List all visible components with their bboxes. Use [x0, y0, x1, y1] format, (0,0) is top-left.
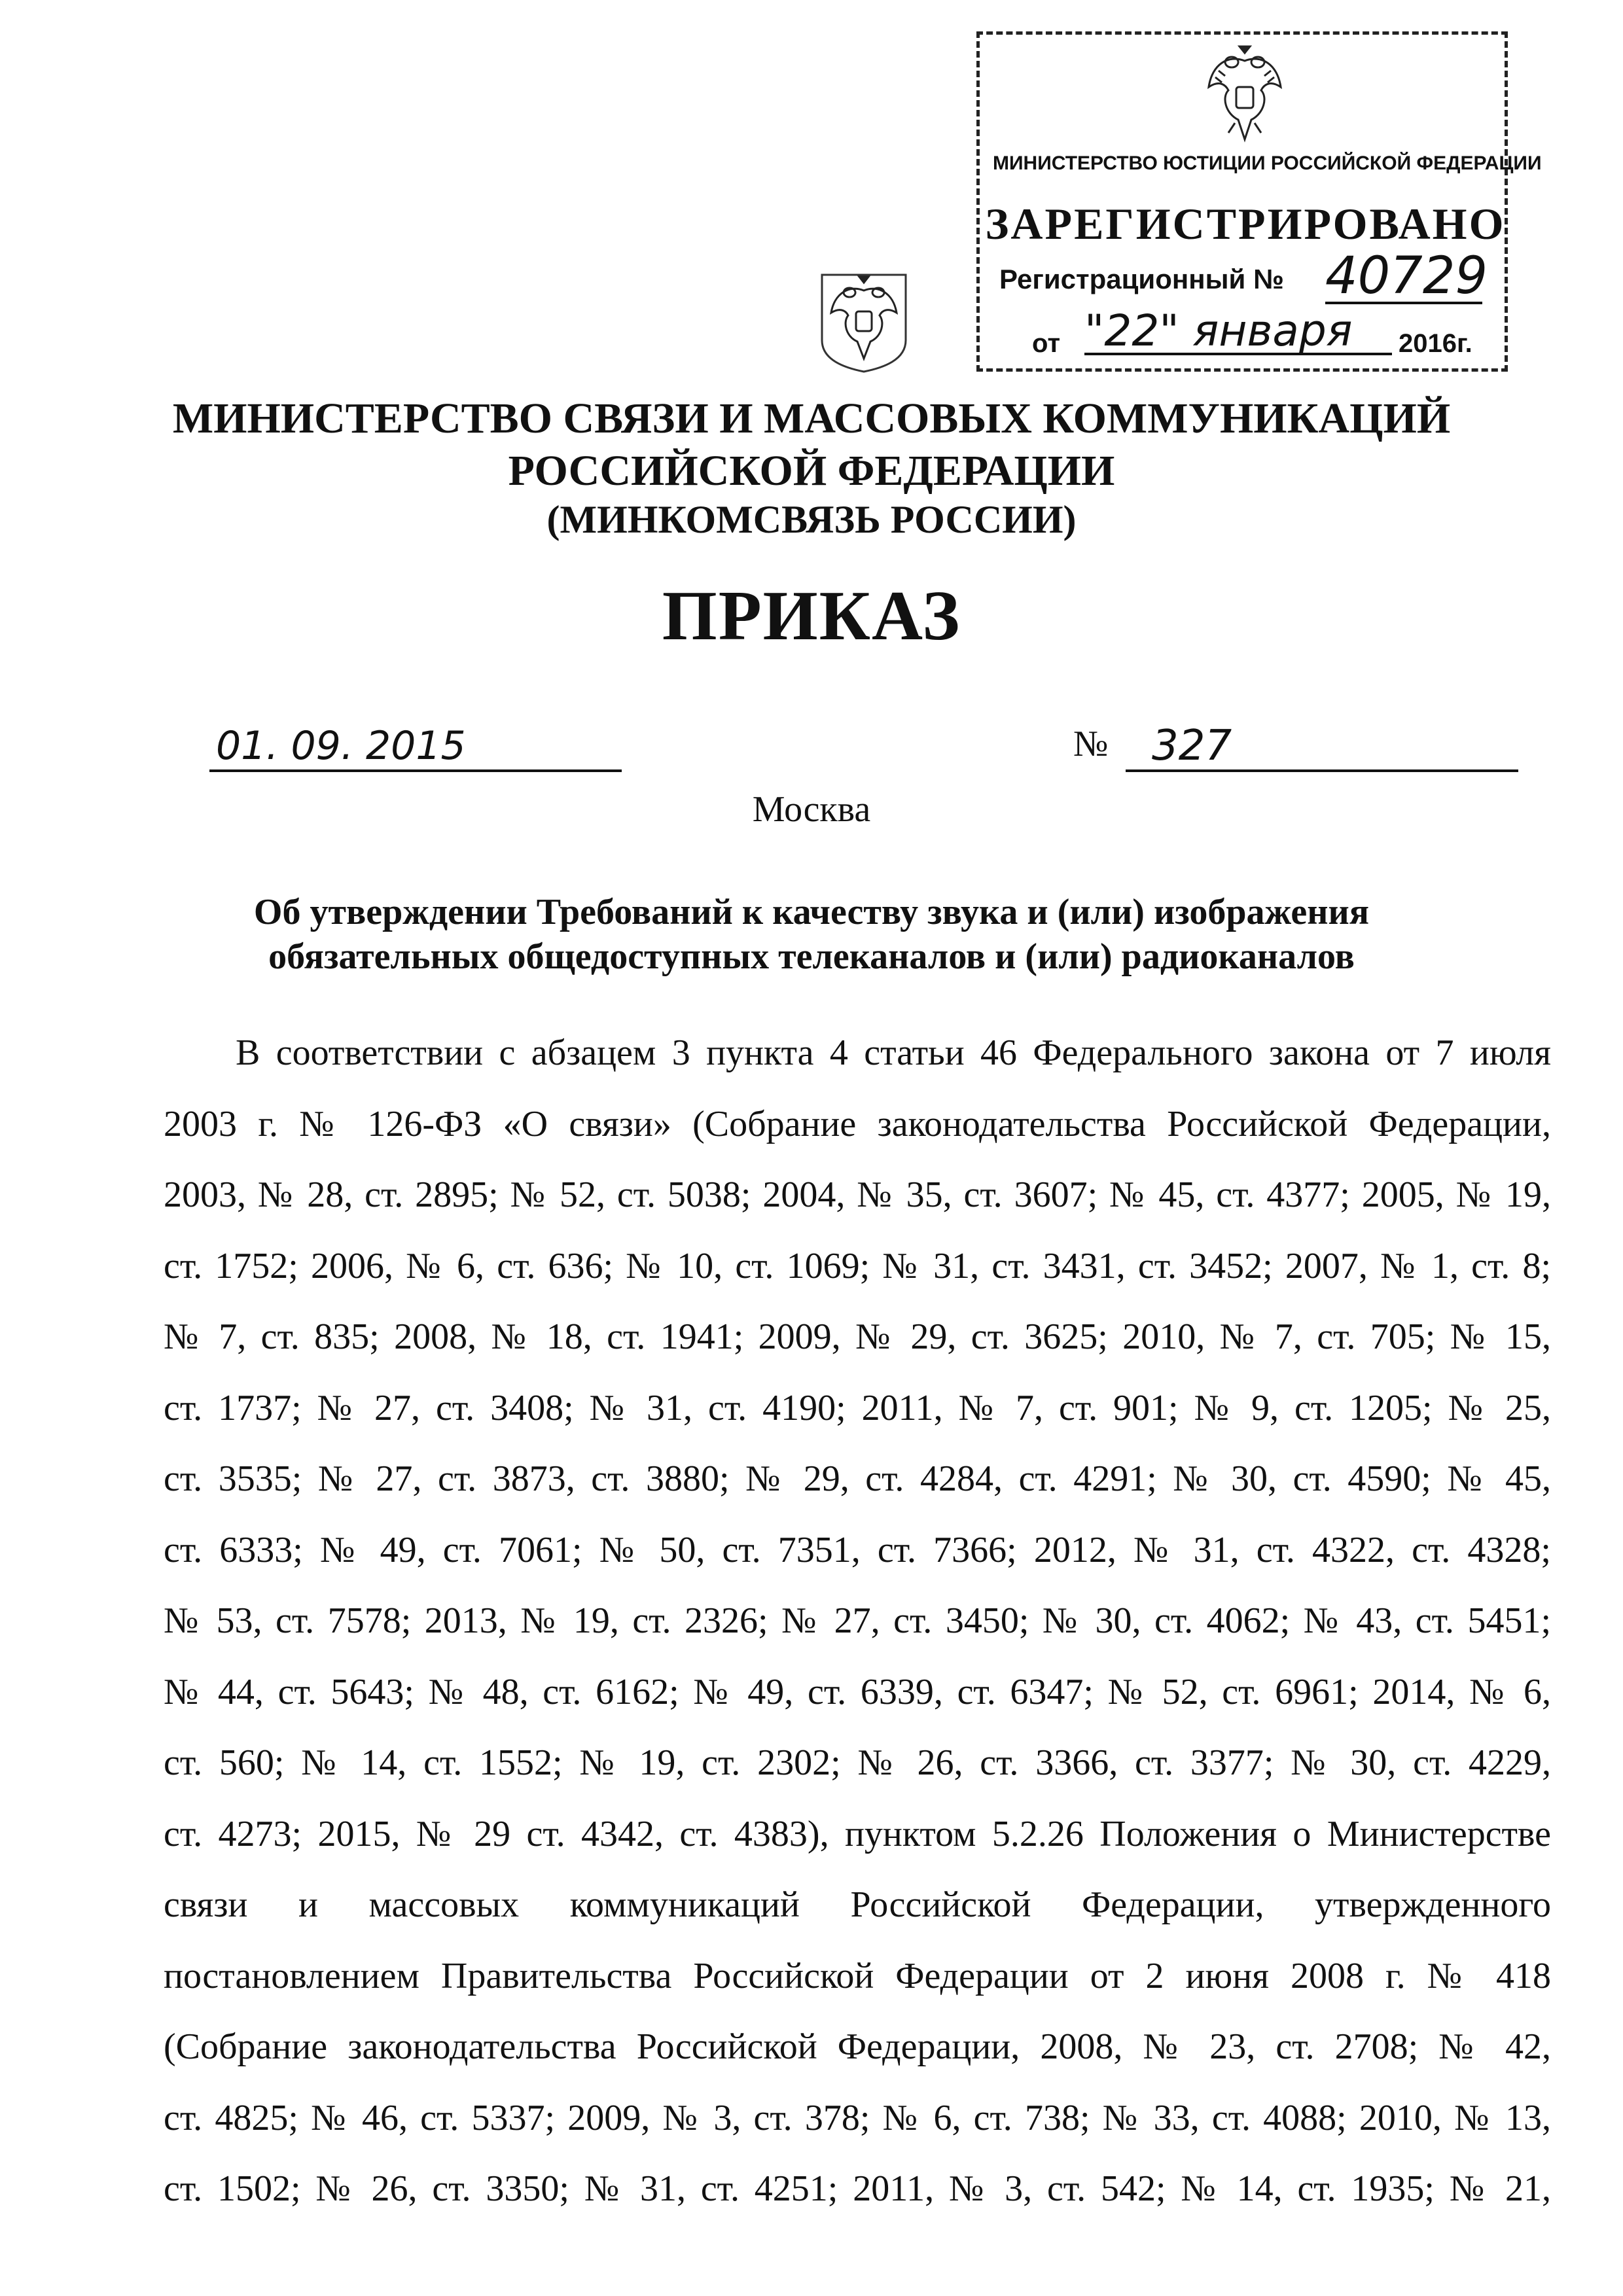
body-line: № 7, ст. 835; 2008, № 18, ст. 1941; 2009, № 29, ст. 3625; 2010, № 7, ст. 705; № 15, — [164, 1316, 1551, 1357]
ministry-short-name: (МИНКОМСВЯЗЬ РОССИИ) — [546, 498, 1077, 541]
body-line: В соответствии с абзацем 3 пункта 4 статьи 46 Федерального закона от 7 июля — [236, 1033, 1551, 1073]
stamp-status: ЗАРЕГИСТРИРОВАНО — [985, 199, 1506, 249]
ministry-name-line2: РОССИЙСКОЙ ФЕДЕРАЦИИ — [508, 447, 1115, 495]
coat-of-arms-icon — [818, 268, 910, 373]
stamp-ministry-name: МИНИСТЕРСТВО ЮСТИЦИИ РОССИЙСКОЙ ФЕДЕРАЦИИ — [993, 152, 1542, 174]
body-line: ст. 1502; № 26, ст. 3350; № 31, ст. 4251; 2011, № 3, ст. 542; № 14, ст. 1935; № 21, — [164, 2168, 1551, 2209]
ministry-name — [0, 393, 1623, 497]
body-line: (Собрание законодательства Российской Федерации, 2008, № 23, ст. 2708; № 42, — [164, 2026, 1551, 2067]
body-line: ст. 4273; 2015, № 29 ст. 4342, ст. 4383), пунктом 5.2.26 Положения о Министерстве — [164, 1813, 1551, 1854]
order-number: 327 — [1126, 720, 1518, 772]
body-line: № 53, ст. 7578; 2013, № 19, ст. 2326; № 27, ст. 3450; № 30, ст. 4062; № 43, ст. 5451; — [164, 1600, 1551, 1641]
body-line: ст. 1737; № 27, ст. 3408; № 31, ст. 4190; 2011, № 7, ст. 901; № 9, ст. 1205; № 25, — [164, 1387, 1551, 1428]
body-line: ст. 3535; № 27, ст. 3873, ст. 3880; № 29, ст. 4284, ст. 4291; № 30, ст. 4590; № 45, — [164, 1458, 1551, 1499]
body-line: 2003, № 28, ст. 2895; № 52, ст. 5038; 2004, № 35, ст. 3607; № 45, ст. 4377; 2005, № 19, — [164, 1174, 1551, 1215]
stamp-date-handwritten: "22" января — [1084, 309, 1392, 355]
body-line: ст. 4825; № 46, ст. 5337; 2009, № 3, ст. 378; № 6, ст. 738; № 33, ст. 4088; 2010, № 13, — [164, 2097, 1551, 2138]
stamp-date-year: 2016г. — [1399, 329, 1472, 358]
order-city: Москва — [752, 789, 871, 830]
ministry-name-line1: МИНИСТЕРСТВО СВЯЗИ И МАССОВЫХ КОММУНИКАЦИЙ — [172, 395, 1451, 442]
stamp-date-prefix: от — [1032, 329, 1061, 358]
body-line: постановлением Правительства Российской Федерации от 2 июня 2008 г. № 418 — [164, 1955, 1551, 1996]
body-line: ст. 560; № 14, ст. 1552; № 19, ст. 2302; № 26, ст. 3366, ст. 3377; № 30, ст. 4229, — [164, 1742, 1551, 1783]
registration-stamp — [976, 31, 1542, 372]
order-number-label: № — [1073, 724, 1109, 764]
stamp-reg-label: Регистрационный № — [999, 264, 1284, 294]
coat-of-arms-icon — [1202, 41, 1287, 146]
order-date: 01. 09. 2015 — [209, 720, 622, 772]
body-line: связи и массовых коммуникаций Российской Федерации, утвержденного — [164, 1884, 1551, 1925]
stamp-reg-number: 40729 — [1325, 247, 1488, 306]
document-type: ПРИКАЗ — [662, 577, 961, 655]
body-line: 2003 г. № 126-ФЗ «О связи» (Собрание законодательства Российской Федерации, — [164, 1103, 1551, 1144]
subject-line2: обязательных общедоступных телеканалов и (или) радиоканалов — [268, 936, 1355, 977]
order-subject — [0, 890, 1623, 979]
body-line: № 44, ст. 5643; № 48, ст. 6162; № 49, ст. 6339, ст. 6347; № 52, ст. 6961; 2014, № 6, — [164, 1671, 1551, 1712]
body-paragraph — [164, 1017, 1551, 2225]
subject-line1: Об утверждении Требований к качеству звука и (или) изображения — [253, 892, 1370, 932]
body-line: ст. 1752; 2006, № 6, ст. 636; № 10, ст. 1069; № 31, ст. 3431, ст. 3452; 2007, № 1, ст. 8; — [164, 1245, 1551, 1286]
body-line: ст. 6333; № 49, ст. 7061; № 50, ст. 7351, ст. 7366; 2012, № 31, ст. 4322, ст. 4328; — [164, 1529, 1551, 1570]
